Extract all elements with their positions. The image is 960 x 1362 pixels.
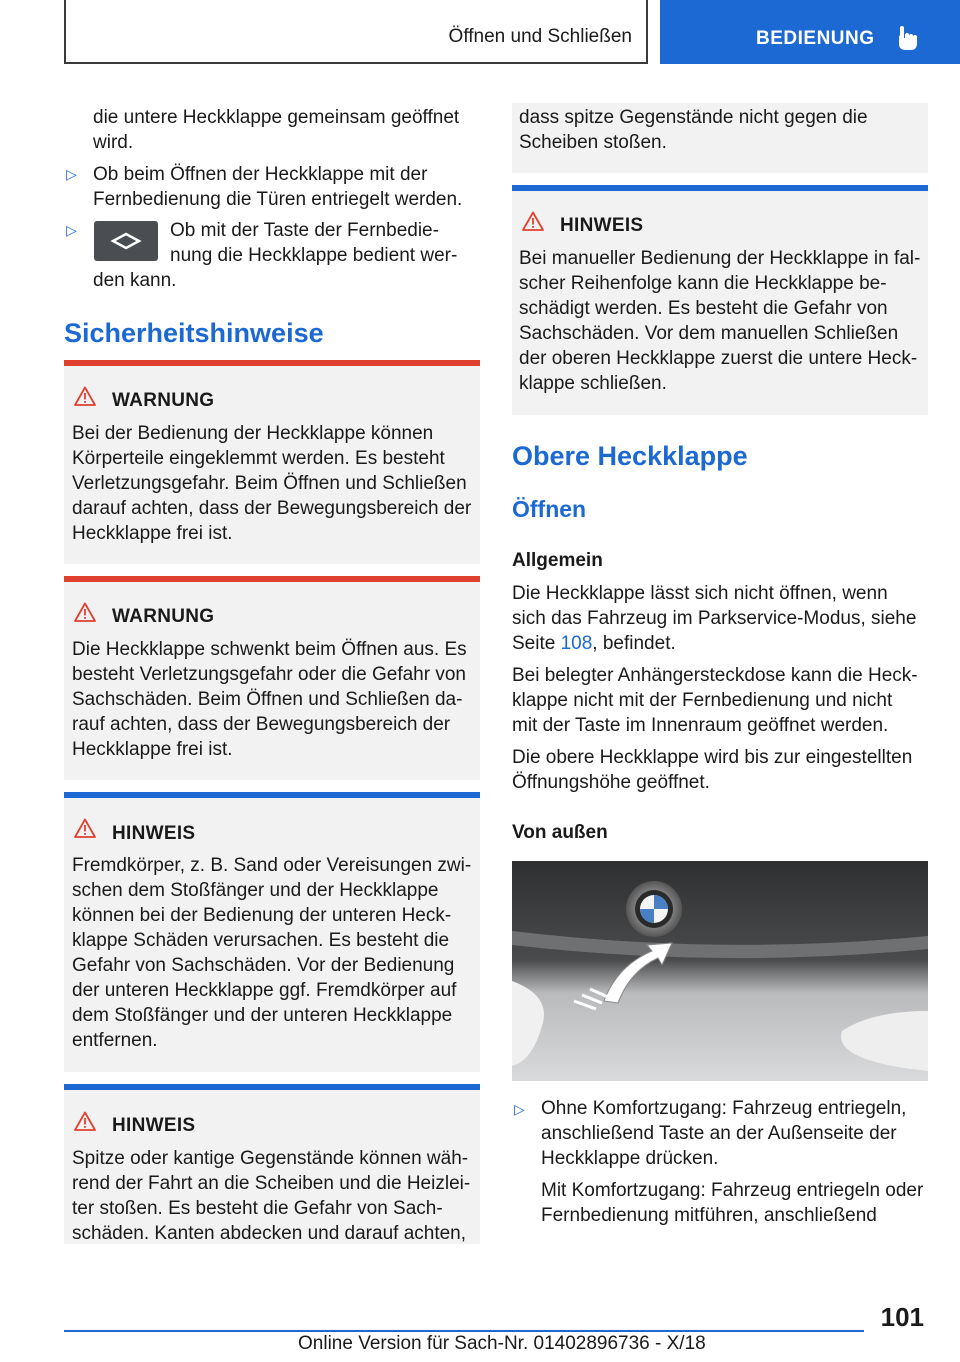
bullet-line: Ohne Komfortzugang: Fahrzeug entriegeln, <box>541 1098 907 1119</box>
notice-line: schen dem Stoßfänger und der Heckklappe <box>72 880 439 901</box>
notice-line: rend der Fahrt an die Scheiben und die Heizlei- <box>72 1173 471 1194</box>
chapter-tab[interactable] <box>660 0 960 64</box>
footer-rule <box>64 1330 864 1332</box>
para1-line3-pre: Seite <box>512 633 561 654</box>
notice-title: WARNUNG <box>112 390 215 411</box>
heading-oeffnen: Öffnen <box>512 496 587 522</box>
notice-line: Verletzungsgefahr. Beim Öffnen und Schließen <box>72 473 467 494</box>
online-version-text: Online Version für Sach-Nr. 01402896736 - X/18 <box>298 1333 706 1354</box>
notice-line: Gefahr von Sachschäden. Vor der Bedienung <box>72 955 455 976</box>
notice-line: dem Stoßfänger und der unteren Heckklappe <box>72 1005 453 1026</box>
warning-triangle-icon <box>522 211 544 236</box>
notice-line: der unteren Heckklappe ggf. Fremdkörper auf <box>72 980 457 1001</box>
warning-triangle-icon <box>74 818 96 843</box>
sub-line: Mit Komfortzugang: Fahrzeug entriegeln oder <box>541 1180 924 1201</box>
notice-line: ter stoßen. Es besteht die Gefahr von Sach- <box>72 1198 443 1219</box>
page-number: 101 <box>880 1302 924 1332</box>
warning-triangle-icon <box>74 602 96 627</box>
bullet3-line2: nung die Heckklappe bedient wer- <box>170 245 458 266</box>
warning-triangle-icon <box>74 1111 96 1136</box>
notice-title: HINWEIS <box>112 1115 196 1136</box>
heading-obere-heckklappe: Obere Heckklappe <box>512 441 748 471</box>
notice-line: besteht Verletzungsgefahr oder die Gefahr von <box>72 664 466 685</box>
left-cont-line2: wird. <box>93 132 134 153</box>
notice-line: schäden. Kanten abdecken und darauf achten, <box>72 1223 467 1244</box>
notice-line: klappe Schäden verursachen. Es besteht die <box>72 930 450 951</box>
notice-line: entfernen. <box>72 1030 158 1051</box>
notice-title: WARNUNG <box>112 606 215 627</box>
para1-line3 <box>512 631 676 656</box>
notice-line: Sachschäden. Beim Öffnen und Schließen da- <box>72 689 463 710</box>
para3-line: Die obere Heckklappe wird bis zur eingestellten <box>512 747 913 768</box>
tailgate-photo <box>512 861 928 1081</box>
notice-line: Fremdkörper, z. B. Sand oder Vereisungen zwi- <box>72 855 472 876</box>
notice-line: Körperteile eingeklemmt werden. Es besteht <box>72 448 445 469</box>
para3-line: Öffnungshöhe geöffnet. <box>512 772 710 793</box>
notice-line: der oberen Heckklappe zuerst die untere Heck- <box>519 348 918 369</box>
header-frame <box>64 0 648 64</box>
bullet-line: Heckklappe drücken. <box>541 1148 719 1169</box>
para1-line1: Die Heckklappe lässt sich nicht öffnen, wenn <box>512 583 888 604</box>
para1-line3-post: , befindet. <box>592 633 676 654</box>
notice-line: Bei der Bedienung der Heckklappe können <box>72 423 434 444</box>
notice-line: scher Reihenfolge kann die Heckklappe be- <box>519 273 887 294</box>
notice-title: HINWEIS <box>112 823 196 844</box>
remote-tailgate-button-icon <box>94 221 158 261</box>
sub-line: Fernbedienung mitführen, anschließend <box>541 1205 877 1226</box>
heading-von-aussen: Von außen <box>512 822 608 843</box>
hand-pointer-icon <box>896 24 920 57</box>
bullet3-line1: Ob mit der Taste der Fernbedie- <box>170 220 439 241</box>
notice-line: darauf achten, dass der Bewegungsbereich der <box>72 498 472 519</box>
bullet2-line2: Fernbedienung die Türen entriegelt werden. <box>93 189 463 210</box>
notice-line: Sachschäden. Vor dem manuellen Schließen <box>519 323 899 344</box>
notice-line: dass spitze Gegenstände nicht gegen die <box>519 107 868 128</box>
para2-line: mit der Taste im Innenraum geöffnet werden. <box>512 715 889 736</box>
bullet-line: anschließend Taste an der Außenseite der <box>541 1123 897 1144</box>
bullet3-line3: den kann. <box>93 270 177 291</box>
bullet-marker: ▷ <box>66 166 77 182</box>
notice-line: schädigt werden. Es besteht die Gefahr von <box>519 298 888 319</box>
notice-line: klappe schließen. <box>519 373 667 394</box>
notice-line: Spitze oder kantige Gegenstände können wäh- <box>72 1148 469 1169</box>
para2-line: Bei belegter Anhängersteckdose kann die Heck- <box>512 665 918 686</box>
notice-line: rauf achten, dass der Bewegungsbereich der <box>72 714 451 735</box>
para1-line2: sich das Fahrzeug im Parkservice-Modus, siehe <box>512 608 917 629</box>
bullet-marker: ▷ <box>66 222 77 238</box>
bullet2-line1: Ob beim Öffnen der Heckklappe mit der <box>93 164 428 185</box>
section-title: Öffnen und Schließen <box>448 26 632 47</box>
para2-line: klappe nicht mit der Fernbedienung und nicht <box>512 690 893 711</box>
left-cont-line1: die untere Heckklappe gemeinsam geöffnet <box>93 107 460 128</box>
heading-allgemein: Allgemein <box>512 550 603 571</box>
notice-line: Die Heckklappe schwenkt beim Öffnen aus. Es <box>72 639 467 660</box>
chapter-tab-label: BEDIENUNG <box>756 28 875 49</box>
notice-line: Heckklappe frei ist. <box>72 523 233 544</box>
section-heading: Sicherheitshinweise <box>64 318 324 348</box>
warning-triangle-icon <box>74 386 96 411</box>
notice-title: HINWEIS <box>560 215 644 236</box>
notice-line: Scheiben stoßen. <box>519 132 667 153</box>
notice-line: können bei der Bedienung der unteren Heck- <box>72 905 452 926</box>
notice-line: Heckklappe frei ist. <box>72 739 233 760</box>
notice-line: Bei manueller Bedienung der Heckklappe in fal- <box>519 248 921 269</box>
bullet-marker: ▷ <box>514 1101 525 1117</box>
page-link-108[interactable]: 108 <box>560 633 593 654</box>
